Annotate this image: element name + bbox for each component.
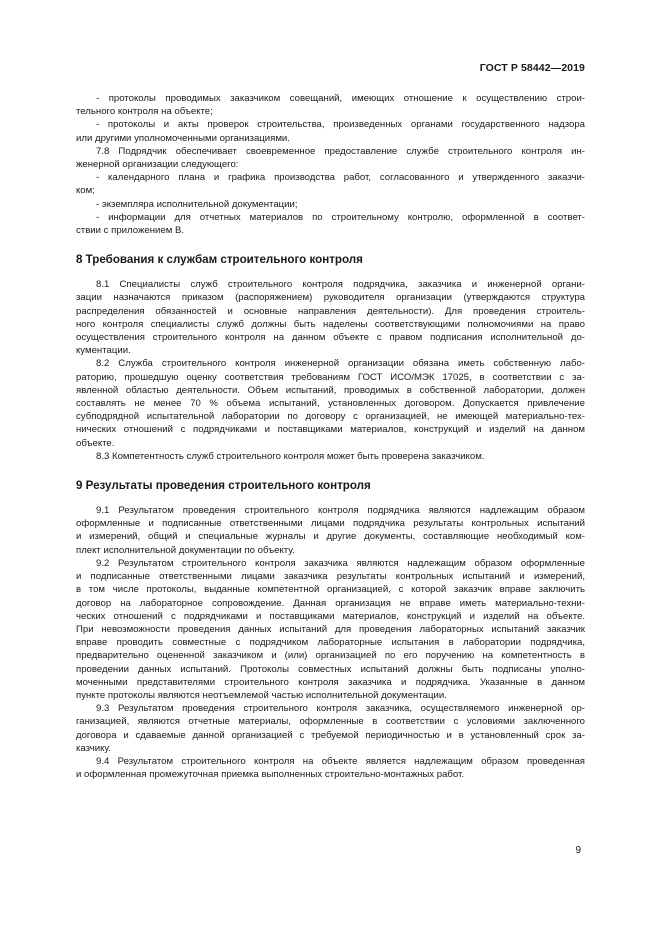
text-line: 8.3 Компетентность служб строительного контроля может быть проверена заказчиком. (96, 450, 485, 462)
section-9-paragraph (76, 702, 585, 755)
section-9-paragraph (76, 755, 585, 781)
text-line: субподрядной испытательной лаборатории по договору с организацией, не имеющей материально-тех- (76, 411, 585, 423)
text-line: составлять не менее 70 % объема испытаний, установленных договором. Допускается привлечение (76, 398, 585, 410)
text-line: При невозможности проведения данных испытаний для проведения лабораторных испытаний заказчик (76, 623, 585, 635)
page-number: 9 (575, 845, 581, 856)
text-line: оформленные и подписанные ответственными лицами подрядчика результаты контрольных испытаний (76, 518, 585, 530)
text-line: предварительно оцененной заказчиком и (или) организацией по его поручению на компетентность в (76, 650, 585, 662)
document-standard-id: ГОСТ Р 58442—2019 (479, 62, 585, 74)
text-line: явленной областью деятельности. Объем испытаний, проводимых в собственной лаборатории, должен (76, 384, 585, 396)
text-line: ческих отношений с подрядчиками и поставщиками материалов, конструкций и изделий на объекте. (76, 610, 585, 622)
text-line: - протоколы проводимых заказчиком совещаний, имеющих отношение к осуществлению строи- (96, 93, 585, 104)
section-9-paragraph (76, 504, 585, 557)
text-line: вправе проводить совместные с подрядчиком лабораторные испытания в лаборатории подрядчика, (76, 637, 585, 649)
text-line: казчику. (76, 742, 111, 754)
text-line: 8.2 Служба строительного контроля инженерной организации обязана иметь собственную лабо- (96, 358, 585, 370)
text-line: ком; (76, 185, 95, 197)
text-line: или другими уполномоченными организациями. (76, 132, 290, 144)
text-line: 9.1 Результатом проведения строительного контроля подрядчика являются надлежащим образом (96, 505, 585, 517)
section-9-heading: 9 Результаты проведения строительного контроля (76, 479, 371, 493)
text-line: договора и сдаваемые данной организацией с требуемой периодичностью и в установленный срок за- (76, 729, 585, 741)
section-9-paragraph (76, 557, 585, 702)
list-item (76, 92, 585, 118)
text-line: моченными представителями строительного контроля заказчика и подрядчика. Указанные в данном (76, 676, 585, 688)
document-body (76, 92, 585, 781)
text-line: кументации. (76, 345, 131, 357)
text-line: - протоколы и акты проверок строительства, произведенных органами государственного надзора (96, 119, 585, 131)
text-line: проведении данных испытаний. Протоколы совместных испытаний должны быть подписаны уполно- (76, 663, 585, 675)
text-line: 9.4 Результатом строительного контроля на объекте является надлежащим образом проведенная (96, 755, 585, 767)
list-item (76, 211, 585, 237)
text-line: тельного контроля на объекте; (76, 106, 213, 118)
list-item (76, 171, 585, 197)
text-line: и оформленная промежуточная приемка выполненных строительно-монтажных работ. (76, 769, 465, 781)
section-8-paragraph (76, 278, 585, 357)
section-8-paragraph (76, 450, 585, 463)
section-8-heading: 8 Требования к службам строительного контроля (76, 253, 363, 267)
text-line: - информации для отчетных материалов по строительному контролю, оформленной в соответ- (96, 211, 585, 223)
text-line: ствии с приложением В. (76, 225, 185, 237)
list-item (76, 145, 585, 171)
text-line: распределения обязанностей и основные направления деятельности). Для проведения строитель- (76, 305, 585, 317)
text-line: 9.3 Результатом проведения строительного контроля заказчика, осуществляемого инженерной ор- (96, 703, 585, 715)
text-line: 8.1 Специалисты служб строительного контроля подрядчика, заказчика и инженерной органи- (96, 279, 585, 291)
text-line: и измерений, общий и специальные журналы и другие документы, составляющие необходимый ком- (76, 531, 585, 543)
section-8-paragraph (76, 357, 585, 449)
text-line: 9.2 Результатом строительного контроля заказчика являются надлежащим образом оформленные (96, 557, 585, 569)
text-line: и подписанные ответственными лицами заказчика результаты контрольных испытаний и измерений, (76, 571, 585, 583)
text-line: женерной организации следующего: (76, 159, 239, 171)
text-line: в том числе протоколы, выданные компетентной организацией, с которой заказчик вправе заключить (76, 584, 585, 596)
text-line: - календарного плана и графика производства работ, согласованного и утвержденного заказчи- (96, 172, 585, 184)
text-line: ного контроля специалисты служб должны быть наделены соответствующими полномочиями на право (76, 318, 585, 330)
text-line: пункте протоколы являются неотъемлемой частью исполнительной документации. (76, 689, 447, 701)
text-line: ганизацией, являются отчетные материалы, оформленные в соответствии с условиями заключенного (76, 716, 585, 728)
text-line: зации назначаются приказом (распоряжением) руководителя организации (утверждаются структура (76, 292, 585, 304)
list-item (76, 198, 585, 211)
text-line: плект исполнительной документации по объекту. (76, 544, 295, 556)
list-item (76, 118, 585, 144)
text-line: нических отношений с подрядчиками и поставщиками материалов, конструкций и изделий на данном (76, 424, 585, 436)
text-line: 7.8 Подрядчик обеспечивает своевременное предоставление службе строительного контроля ин- (96, 145, 585, 157)
text-line: договор на лабораторное сопровождение. Данная организация не вправе иметь материально-техни- (76, 597, 585, 609)
text-line: осуществления строительного контроля на данном объекте с правом подписания исполнительной до- (76, 332, 585, 344)
text-line: - экземпляра исполнительной документации; (96, 198, 298, 210)
text-line: раторию, прошедшую оценку соответствия требованиям ГОСТ ИСО/МЭК 17025, в соответствии с за- (76, 371, 585, 383)
text-line: объекте. (76, 437, 115, 449)
